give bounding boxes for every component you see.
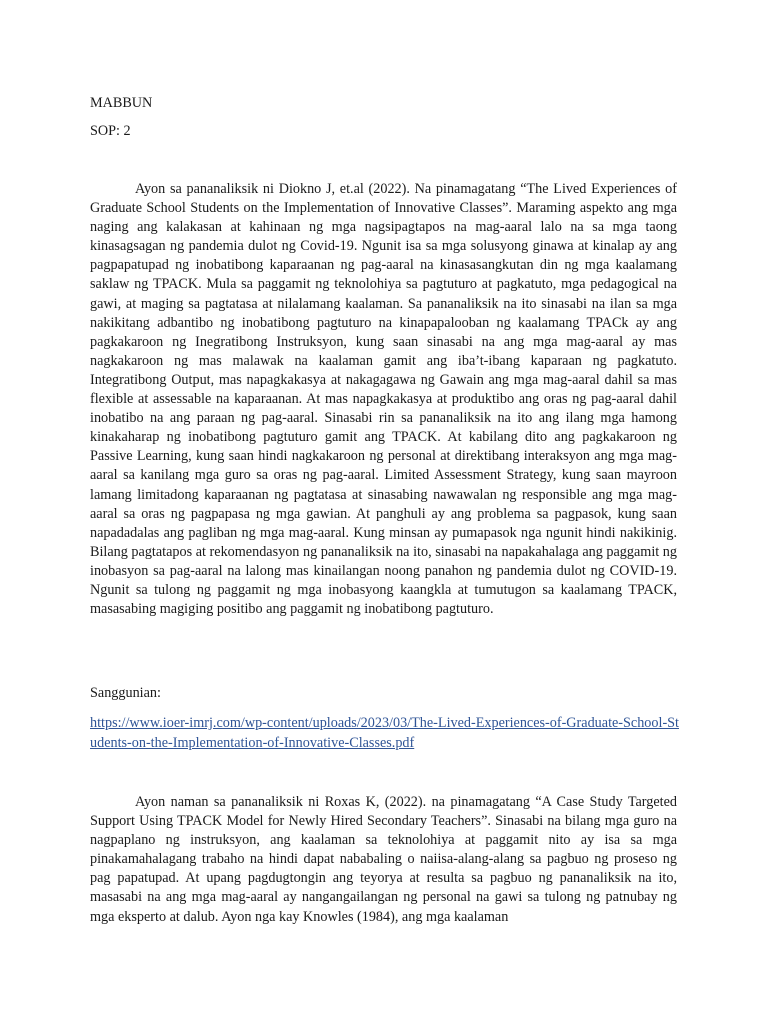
author-name: MABBUN (90, 95, 153, 111)
body-paragraph-1: Ayon sa pananaliksik ni Diokno J, et.al (2022). Na pinamagatang “The Lived Experiences of Graduate School Students on the Implementation of Innovative Classes”. Maraming aspekto ang mga naging ang kalakasan at kahinaan ng mga nagsipagtapos na mag-aaral lalo na sa mga taong kinasagsagan ng pandemia dulot ng Covid-19. Ngunit isa sa mga solusyong ginawa at kinalap ay ang pagpapatupad ng inobatibong kaparaanan ng pag-aaral na kinasasangkutan din ng mga kaalamang saklaw ng TPACK. Mula sa paggamit ng teknolohiya sa pagtuturo at pagkatuto, mga pedagogical na gawi, at maging sa pagtatasa at nilalamang kaalaman. Sa pananaliksik na ito sinasabi na ilan sa mga nakikitang adbantibo ng inobatibong pagtuturo na kinapapalooban ng kaalamang TPACk ay ang pagkakaroon ng Inegratibong Instruksyon, kung saan sinasabi na ang mga mag-aaral ay mas nagkakaroon ng mas malawak na kaalaman gamit ang iba’t-ibang kaparaan ng pagkatuto. Integratibong Output, mas napagkakasya at nakagagawa ng Gawain ang mga mag-aaral dahil sa mas flexible at assessable na kaparaanan. At mas napagkakasya at produktibo ang oras ng pag-aaral dahil inobatibo na ang paraan ng pag-aaral. Sinasabi rin sa pananaliksik na ito ang ilang mga hamong kinakaharap ng inobatibong pagtuturo gamit ang TPACK. At kabilang dito ang pagkakaroon ng Passive Learning, kung saan hindi nagkakaroon ng personal at direktibang interaksyon ang mga mag-aaral sa kanilang mga guro sa oras ng pag-aaral. Limited Assessment Strategy, kung saan mayroon lamang limitadong kaparaanan ng pagtatasa at sinasabing nawawalan ng responsible ang mga mag-aaral sa oras ng pagpapasa ng mga gawian. At panghuli ay ang problema sa pagpasok, kung saan napadadalas ang pagliban ng mga mag-aaral. Kung minsan ay pumapasok nga ngunit hindi nakikinig. Bilang pagtatapos at rekomendasyon ng pananaliksik na ito, sinasabi na napakahalaga ang paggamit ng inobasyon sa pag-aaral na lalong mas kinailangan noong panahon ng pandemia dulot ng COVID-19. Ngunit sa tulong ng paggamit ng mga inobasyong kaangkla at tumutugon sa kaalamang TPACK, masasabing magiging positibo ang paggamit ng inobatibong pagtuturo. (90, 181, 677, 618)
body-paragraph-2: Ayon naman sa pananaliksik ni Roxas K, (2022). na pinamagatang “A Case Study Targeted Support Using TPACK Model for Newly Hired Secondary Teachers”. Sinasabi na bilang mga guro na nagpaplano ng instruksyon, ang kaalaman sa teknolohiya at paggamit nito ay isa sa mga pinakamahalagang trabaho na hindi dapat nababaling o naiisa-alang-alang sa pagbuo ng proseso ng pag papatupad. At upang pagdugtongin ang teyorya at resulta sa pagbuo ng pananaliksik na ito, masasabi na ang mga mag-aaral ay nangangailangan ng personal na gawi sa tulong ng patnubay ng mga eksperto at dalub. Ayon nga kay Knowles (1984), ang mga kaalaman (90, 794, 677, 925)
references-label: Sanggunian: (90, 685, 161, 701)
sop-label: SOP: 2 (90, 123, 131, 139)
reference-link[interactable]: https://www.ioer-imrj.com/wp-content/uploads/2023/03/The-Lived-Experiences-of-Graduate-School-Students-on-the-Implementation-of-Innovative-Classes.pdf (90, 715, 679, 751)
